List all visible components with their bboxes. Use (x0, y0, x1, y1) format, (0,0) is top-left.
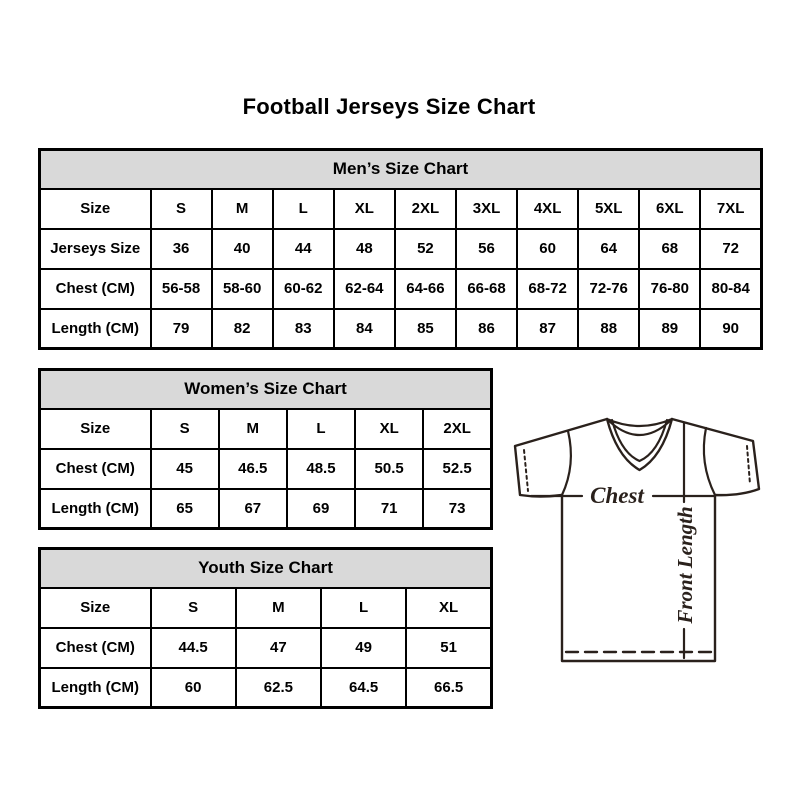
row-label: Length (CM) (40, 489, 151, 529)
table-row (40, 189, 762, 229)
size-value-cell: 66.5 (406, 668, 491, 708)
size-value-cell: 87 (517, 309, 578, 349)
table-title: Youth Size Chart (40, 549, 492, 588)
row-label: Chest (CM) (40, 449, 151, 489)
row-label: Length (CM) (40, 309, 151, 349)
table-row (40, 309, 762, 349)
size-value-cell: 82 (212, 309, 273, 349)
table-row (40, 269, 762, 309)
left-sleeve-seam (562, 431, 571, 495)
size-value-cell: XL (406, 588, 491, 628)
size-value-cell: S (151, 409, 219, 449)
row-label: Length (CM) (40, 668, 151, 708)
size-value-cell: 4XL (517, 189, 578, 229)
size-value-cell: 58-60 (212, 269, 273, 309)
size-value-cell: 60-62 (273, 269, 334, 309)
row-label: Jerseys Size (40, 229, 151, 269)
table-row (40, 409, 492, 449)
size-value-cell: 66-68 (456, 269, 517, 309)
size-value-cell: S (151, 588, 236, 628)
table-row (40, 449, 492, 489)
row-label: Size (40, 189, 151, 229)
size-value-cell: 46.5 (219, 449, 287, 489)
size-value-cell: 47 (236, 628, 321, 668)
size-value-cell: 83 (273, 309, 334, 349)
jersey-outline (515, 419, 759, 661)
size-value-cell: 68-72 (517, 269, 578, 309)
size-value-cell: 68 (639, 229, 700, 269)
size-value-cell: 45 (151, 449, 219, 489)
left-cuff-stitch-line (524, 450, 528, 491)
collar-back-arc (607, 419, 672, 426)
size-value-cell: 60 (151, 668, 236, 708)
right-sleeve-seam (704, 428, 715, 495)
size-value-cell: 48.5 (287, 449, 355, 489)
size-value-cell: 62-64 (334, 269, 395, 309)
size-value-cell: 79 (151, 309, 212, 349)
size-value-cell: XL (334, 189, 395, 229)
size-value-cell: 88 (578, 309, 639, 349)
size-value-cell: 90 (700, 309, 761, 349)
front-length-label: Front Length (673, 506, 697, 624)
size-value-cell: 56 (456, 229, 517, 269)
size-value-cell: 62.5 (236, 668, 321, 708)
table-row (40, 668, 492, 708)
size-value-cell: 69 (287, 489, 355, 529)
table-row (40, 229, 762, 269)
size-value-cell: 5XL (578, 189, 639, 229)
size-value-cell: 52 (395, 229, 456, 269)
size-value-cell: 71 (355, 489, 423, 529)
row-label: Chest (CM) (40, 269, 151, 309)
size-value-cell: 50.5 (355, 449, 423, 489)
size-value-cell: L (287, 409, 355, 449)
jersey-measurement-diagram (500, 403, 770, 673)
row-label: Chest (CM) (40, 628, 151, 668)
size-value-cell: M (236, 588, 321, 628)
size-value-cell: L (273, 189, 334, 229)
size-value-cell: XL (355, 409, 423, 449)
size-value-cell: 56-58 (151, 269, 212, 309)
table-row (40, 588, 492, 628)
size-value-cell: 72-76 (578, 269, 639, 309)
size-value-cell: 89 (639, 309, 700, 349)
size-value-cell: 72 (700, 229, 761, 269)
size-value-cell: 65 (151, 489, 219, 529)
row-label: Size (40, 409, 151, 449)
row-label: Size (40, 588, 151, 628)
size-value-cell: 64.5 (321, 668, 406, 708)
right-cuff-stitch-line (747, 446, 750, 484)
size-value-cell: 52.5 (423, 449, 491, 489)
size-value-cell: M (212, 189, 273, 229)
size-value-cell: 3XL (456, 189, 517, 229)
page-title: Football Jerseys Size Chart (242, 94, 536, 119)
size-value-cell: 2XL (423, 409, 491, 449)
size-value-cell: 64-66 (395, 269, 456, 309)
womens-size-table (38, 368, 493, 530)
size-value-cell: 7XL (700, 189, 761, 229)
size-value-cell: 86 (456, 309, 517, 349)
table-row (40, 628, 492, 668)
size-value-cell: L (321, 588, 406, 628)
size-value-cell: 84 (334, 309, 395, 349)
size-value-cell: 64 (578, 229, 639, 269)
table-title: Men’s Size Chart (40, 150, 762, 189)
size-value-cell: 73 (423, 489, 491, 529)
size-value-cell: M (219, 409, 287, 449)
youth-size-table (38, 547, 493, 709)
size-value-cell: 60 (517, 229, 578, 269)
size-value-cell: 85 (395, 309, 456, 349)
size-value-cell: 51 (406, 628, 491, 668)
size-value-cell: 48 (334, 229, 395, 269)
size-value-cell: 76-80 (639, 269, 700, 309)
size-value-cell: 80-84 (700, 269, 761, 309)
size-value-cell: 36 (151, 229, 212, 269)
size-value-cell: 44 (273, 229, 334, 269)
size-value-cell: 44.5 (151, 628, 236, 668)
size-value-cell: 2XL (395, 189, 456, 229)
size-value-cell: 49 (321, 628, 406, 668)
size-value-cell: 40 (212, 229, 273, 269)
table-title: Women’s Size Chart (40, 370, 492, 409)
size-value-cell: 6XL (639, 189, 700, 229)
size-value-cell: S (151, 189, 212, 229)
mens-size-table (38, 148, 763, 350)
chest-label: Chest (590, 483, 644, 508)
size-value-cell: 67 (219, 489, 287, 529)
table-row (40, 489, 492, 529)
